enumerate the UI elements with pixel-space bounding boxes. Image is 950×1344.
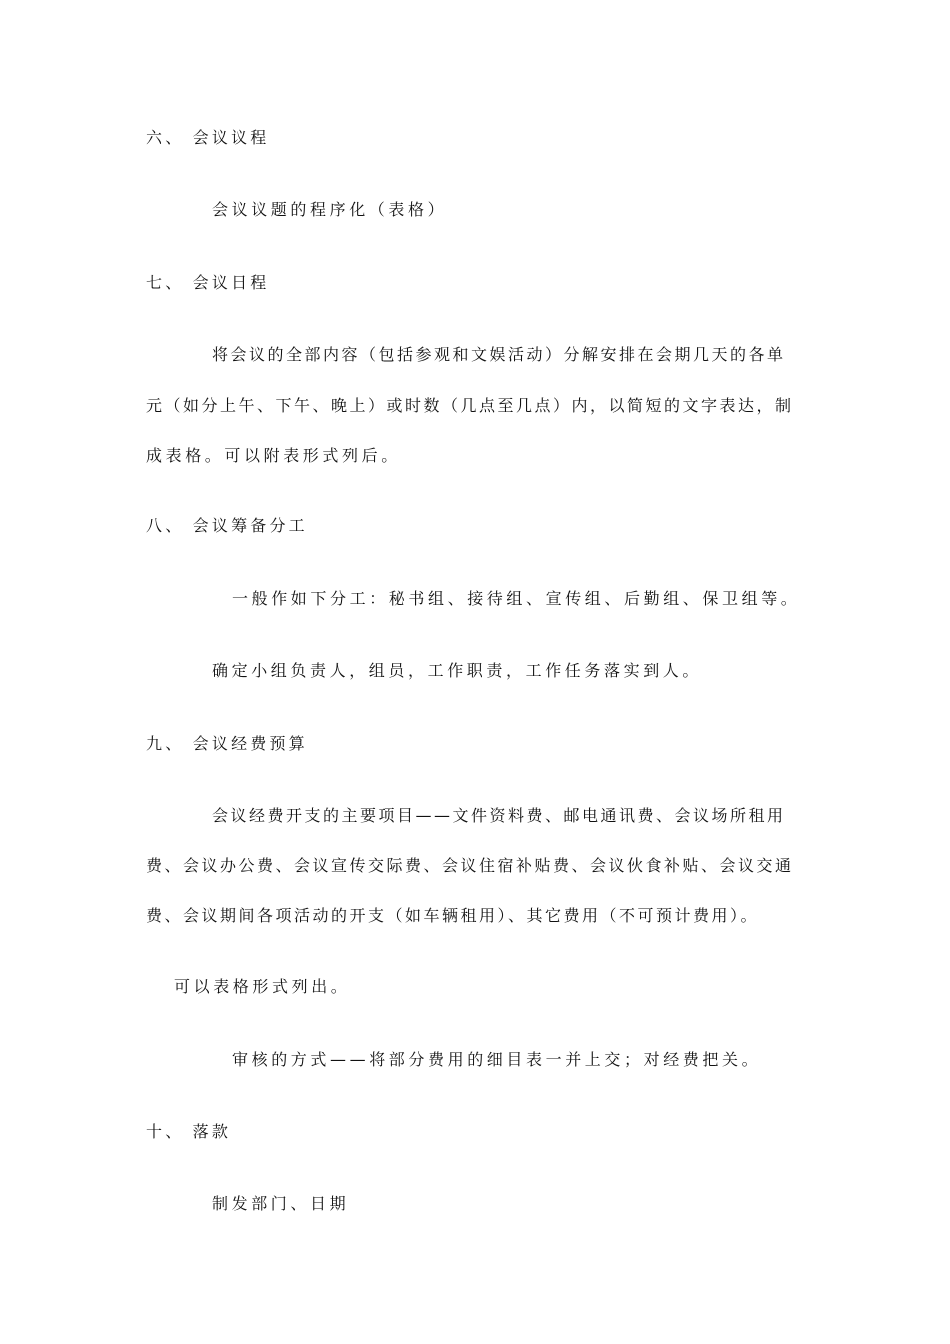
paragraph-text: 费、会议期间各项活动的开支（如车辆租用）、其它费用（不可预计费用）。 [146,906,760,925]
section-heading-10: 十、 落款 [146,1122,232,1141]
paragraph-text: 会议经费开支的主要项目——文件资料费、邮电通讯费、会议场所租用 [212,806,786,825]
paragraph-text: 会议议题的程序化（表格） [212,200,448,219]
section-heading-7: 七、 会议日程 [146,273,270,292]
paragraph-text: 确定小组负责人，组员，工作职责，工作任务落实到人。 [212,661,703,680]
paragraph-text: 审核的方式——将部分费用的细目表一并上交；对经费把关。 [232,1050,762,1069]
paragraph-text: 可以表格形式列出。 [174,977,351,996]
paragraph-text: 元（如分上午、下午、晚上）或时数（几点至几点）内，以简短的文字表达，制 [146,396,794,415]
paragraph-text: 成表格。可以附表形式列后。 [146,446,401,465]
section-heading-6: 六、 会议议程 [146,128,270,147]
paragraph-text: 费、会议办公费、会议宣传交际费、会议住宿补贴费、会议伙食补贴、会议交通 [146,856,794,875]
section-heading-8: 八、 会议筹备分工 [146,516,308,535]
paragraph-text: 制发部门、日期 [212,1194,350,1213]
section-heading-9: 九、 会议经费预算 [146,734,308,753]
paragraph-text: 一般作如下分工：秘书组、接待组、宣传组、后勤组、保卫组等。 [232,589,801,608]
paragraph-text: 将会议的全部内容（包括参观和文娱活动）分解安排在会期几天的各单 [212,345,786,364]
